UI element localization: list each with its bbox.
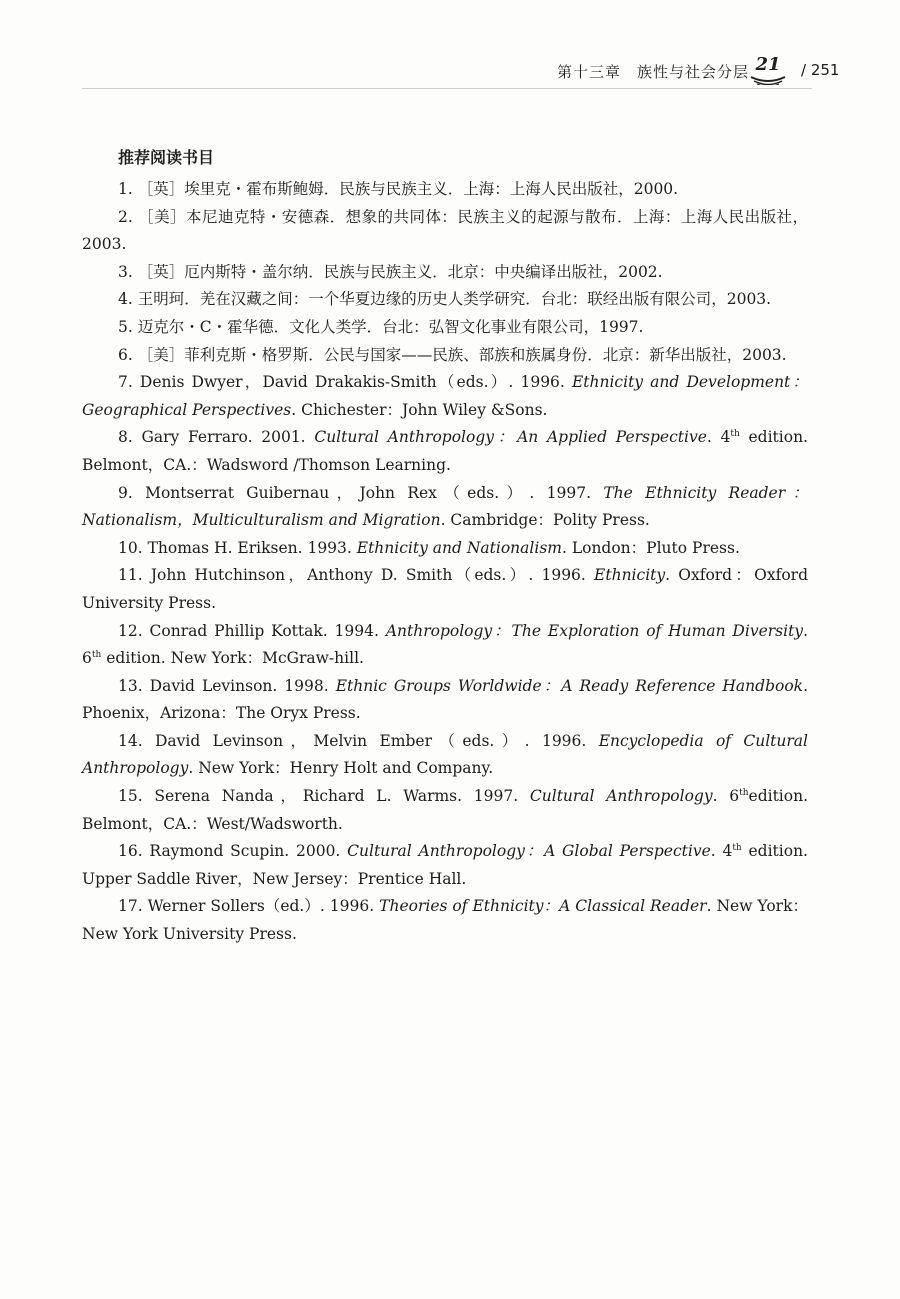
page-number: / 251: [801, 61, 840, 79]
reference-title: Theories of Ethnicity：A Classical Reader: [379, 897, 707, 916]
logo-text: 21: [755, 54, 781, 75]
reference-title: Ethnic Groups Worldwide：A Ready Reference Handbook: [335, 676, 804, 695]
reference-item: 3. ［英］厄内斯特・盖尔纳．民族与民族主义．北京：中央编译出版社，2002.: [118, 262, 663, 281]
reference-item: 2. ［美］本尼迪克特・安德森．想象的共同体：民族主义的起源与散布．上海：上海人民出版社，2003.: [82, 207, 808, 254]
reference-item: 5. 迈克尔・C・霍华德．文化人类学．台北：弘智文化事业有限公司，1997.: [118, 317, 644, 336]
reference-title: The Ethnicity Reader：Nationalism，Multiculturalism and Migration: [82, 483, 808, 530]
reference-item: 1. ［英］埃里克・霍布斯鲍姆．民族与民族主义．上海：上海人民出版社，2000.: [118, 180, 679, 198]
reference-item: 6. ［美］菲利克斯・格罗斯．公民与国家——民族、部族和族属身份．北京：新华出版社，2003.: [118, 345, 787, 364]
reference-item: 9. Montserrat Guibernau，John Rex（eds.）. 1997. The Ethnicity Reader：Nationalism，Multiculturalism and Migration. Cambridge：Polity Press.: [82, 483, 808, 530]
running-head: [0, 54, 900, 86]
reference-item: 7. Denis Dwyer，David Drakakis-Smith（eds.）. 1996. Ethnicity and Development：Geographical Perspectives. Chichester：John Wiley &Sons.: [82, 373, 808, 419]
reference-item: 12. Conrad Phillip Kottak. 1994. Anthropology：The Exploration of Human Diversity. 6th edition. New York：McGraw-hill.: [82, 621, 808, 668]
reference-title: Cultural Anthropology：An Applied Perspective: [314, 428, 707, 447]
header-rule: [82, 88, 812, 89]
reference-item: 10. Thomas H. Eriksen. 1993. Ethnicity and Nationalism. London：Pluto Press.: [118, 538, 740, 557]
reference-item: 16. Raymond Scupin. 2000. Cultural Anthropology：A Global Perspective. 4th edition. Upper Saddle River，New Jersey：Prentice Hall.: [82, 842, 808, 888]
reference-item: 15. Serena Nanda，Richard L. Warms. 1997. Cultural Anthropology. 6thedition. Belmont，CA.：West/Wadsworth.: [82, 787, 809, 833]
section-heading: 推荐阅读书目: [118, 148, 215, 167]
reference-title: Encyclopedia of Cultural Anthropology: [82, 731, 808, 778]
reference-title: Cultural Anthropology：A Global Perspective: [347, 842, 711, 861]
reference-item: 8. Gary Ferraro. 2001. Cultural Anthropology：An Applied Perspective. 4th edition. Belmont，CA.：Wadsword /Thomson Learning.: [82, 428, 808, 474]
reference-title: Ethnicity: [594, 566, 666, 585]
reference-title: Cultural Anthropology: [529, 787, 713, 806]
reference-item: 17. Werner Sollers（ed.）. 1996. Theories of Ethnicity：A Classical Reader. New York：New York University Press.: [82, 897, 808, 944]
chapter-title: 第十三章 族性与社会分层: [557, 63, 750, 81]
reference-item: 4. 王明珂．羌在汉藏之间：一个华夏边缘的历史人类学研究．台北：联经出版有限公司，2003.: [118, 290, 772, 309]
reference-list: [82, 176, 808, 949]
reference-item: 11. John Hutchinson，Anthony D. Smith（eds.）. 1996. Ethnicity. Oxford：Oxford University Press.: [82, 566, 808, 612]
reference-title: Anthropology：The Exploration of Human Diversity: [385, 621, 804, 640]
reference-item: 13. David Levinson. 1998. Ethnic Groups Worldwide：A Ready Reference Handbook. Phoenix，Arizona：The Oryx Press.: [82, 676, 808, 723]
publisher-logo-icon: [748, 55, 788, 85]
recommended-reading-section: [82, 146, 808, 949]
reference-item: 14. David Levinson，Melvin Ember（eds.）. 1996. Encyclopedia of Cultural Anthropology. New York：Henry Holt and Company.: [82, 731, 808, 778]
reference-title: Ethnicity and Development：Geographical Perspectives: [82, 373, 808, 419]
reference-title: Ethnicity and Nationalism: [356, 538, 562, 557]
